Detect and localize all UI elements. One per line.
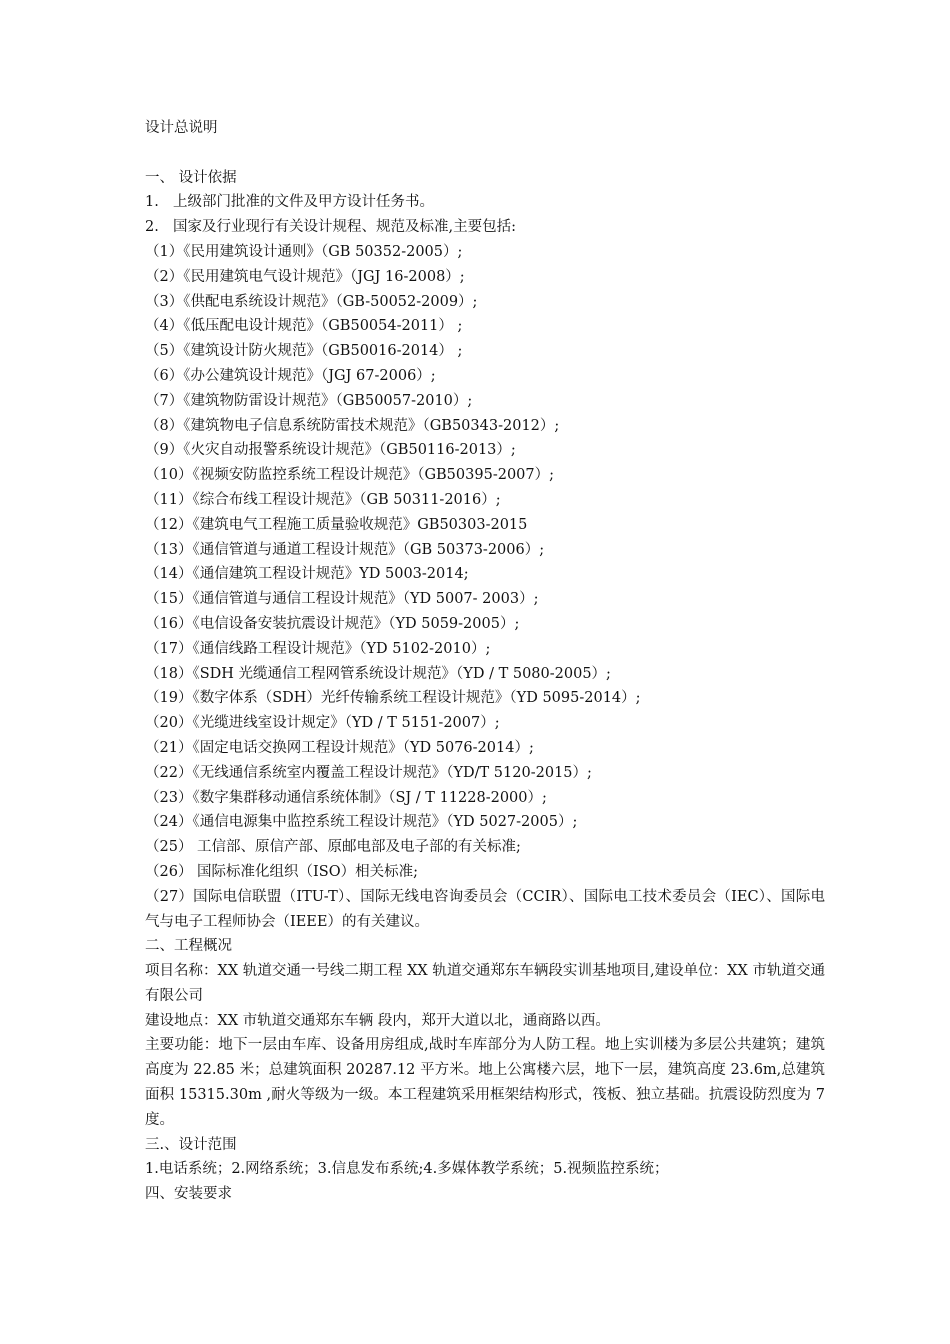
standard-item-27: （27）国际电信联盟（ITU-T）、国际无线电咨询委员会（CCIR）、国际电工技术委员会（IEC）、国际电气与电子工程师协会（IEEE）的有关建议。 — [145, 888, 825, 930]
standard-item: （15）《通信管道与通信工程设计规范》（YD 5007- 2003）; — [145, 591, 539, 608]
standard-item: （23）《数字集群移动通信系统体制》（SJ / T 11228-2000）; — [145, 789, 547, 806]
standard-item: （1）《民用建筑设计通则》（GB 50352-2005）; — [145, 243, 463, 260]
section-heading-installation: 四、安装要求 — [145, 1186, 232, 1203]
standard-item: （14）《通信建筑工程设计规范》YD 5003-2014; — [145, 566, 469, 583]
standard-item: （19）《数字体系（SDH）光纤传输系统工程设计规范》（YD 5095-2014）; — [145, 690, 641, 707]
section-heading-scope: 三.、设计范围 — [145, 1136, 237, 1153]
section-heading-overview: 二、工程概况 — [145, 938, 232, 955]
location-paragraph: 建设地点：XX 市轨道交通郑东车辆 段内，郑开大道以北，通商路以西。 — [145, 1012, 610, 1029]
document-title: 设计总说明 — [145, 120, 218, 136]
standard-item: （9）《火灾自动报警系统设计规范》（GB50116-2013）; — [145, 442, 516, 459]
standard-item: （20）《光缆进线室设计规定》（YD / T 5151-2007）; — [145, 715, 500, 732]
standard-item: （3）《供配电系统设计规范》（GB-50052-2009）; — [145, 293, 478, 310]
standard-item: （11）《综合布线工程设计规范》（GB 50311-2016）; — [145, 491, 501, 508]
basis-item-2 — [145, 215, 825, 240]
standard-item: （13）《通信管道与通道工程设计规范》（GB 50373-2006）; — [145, 541, 545, 558]
standard-item: （24）《通信电源集中监控系统工程设计规范》（YD 5027-2005）; — [145, 814, 578, 831]
section-heading-basis: 一、 设计依据 — [145, 169, 237, 186]
project-name-paragraph: 项目名称：XX 轨道交通一号线二期工程 XX 轨道交通郑东车辆段实训基地项目,建设单位：XX 市轨道交通有限公司 — [145, 963, 825, 1004]
standard-item: （21）《固定电话交换网工程设计规范》（YD 5076-2014）; — [145, 739, 534, 756]
standard-item: （26） 国际标准化组织（ISO）相关标准; — [145, 863, 418, 880]
blank-line — [145, 141, 825, 166]
standard-item: （25） 工信部、原信产部、原邮电部及电子部的有关标准; — [145, 839, 521, 856]
basis-item-text: 国家及行业现行有关设计规程、规范及标准,主要包括: — [173, 219, 516, 236]
standard-item: （6）《办公建筑设计规范》（JGJ 67-2006）; — [145, 367, 436, 384]
standard-item: （17）《通信线路工程设计规范》（YD 5102-2010）; — [145, 640, 491, 657]
standard-item: （2）《民用建筑电气设计规范》（JGJ 16-2008）; — [145, 268, 465, 285]
document-body — [145, 116, 825, 1207]
basis-item-number: 1. — [145, 194, 159, 211]
basis-item-1 — [145, 190, 825, 215]
standard-item: （7）《建筑物防雷设计规范》（GB50057-2010）; — [145, 392, 473, 409]
basis-item-number: 2. — [145, 219, 159, 236]
standard-item: （12）《建筑电气工程施工质量验收规范》GB50303-2015 — [145, 516, 528, 533]
scope-paragraph: 1.电话系统；2.网络系统；3.信息发布系统;4.多媒体教学系统；5.视频监控系统； — [145, 1161, 669, 1178]
standard-item: （8）《建筑物电子信息系统防雷技术规范》（GB50343-2012）; — [145, 417, 560, 434]
standard-item: （22）《无线通信系统室内覆盖工程设计规范》（YD/T 5120-2015）; — [145, 764, 592, 781]
functions-paragraph: 主要功能：地下一层由车库、设备用房组成,战时车库部分为人防工程。地上实训楼为多层公共建筑；建筑高度为 22.85 米；总建筑面积 20287.12 平方米。地上公寓楼六层，地下一层，建筑高度 23.6m,总建筑面积 15315.30m ,耐火等级为一级。本工程建筑采用框架结构形式，筏板、独立基础。抗震设防烈度为 7 度。 — [145, 1037, 825, 1128]
standard-item: （5）《建筑设计防火规范》（GB50016-2014） ; — [145, 343, 463, 360]
standard-item: （10）《视频安防监控系统工程设计规范》（GB50395-2007）; — [145, 467, 555, 484]
standard-item: （4）《低压配电设计规范》（GB50054-2011） ; — [145, 318, 463, 335]
standard-item: （18）《SDH 光缆通信工程网管系统设计规范》（YD / T 5080-2005）; — [145, 665, 611, 682]
basis-item-text: 上级部门批准的文件及甲方设计任务书。 — [173, 194, 434, 211]
standard-item: （16）《电信设备安装抗震设计规范》（YD 5059-2005）; — [145, 615, 520, 632]
